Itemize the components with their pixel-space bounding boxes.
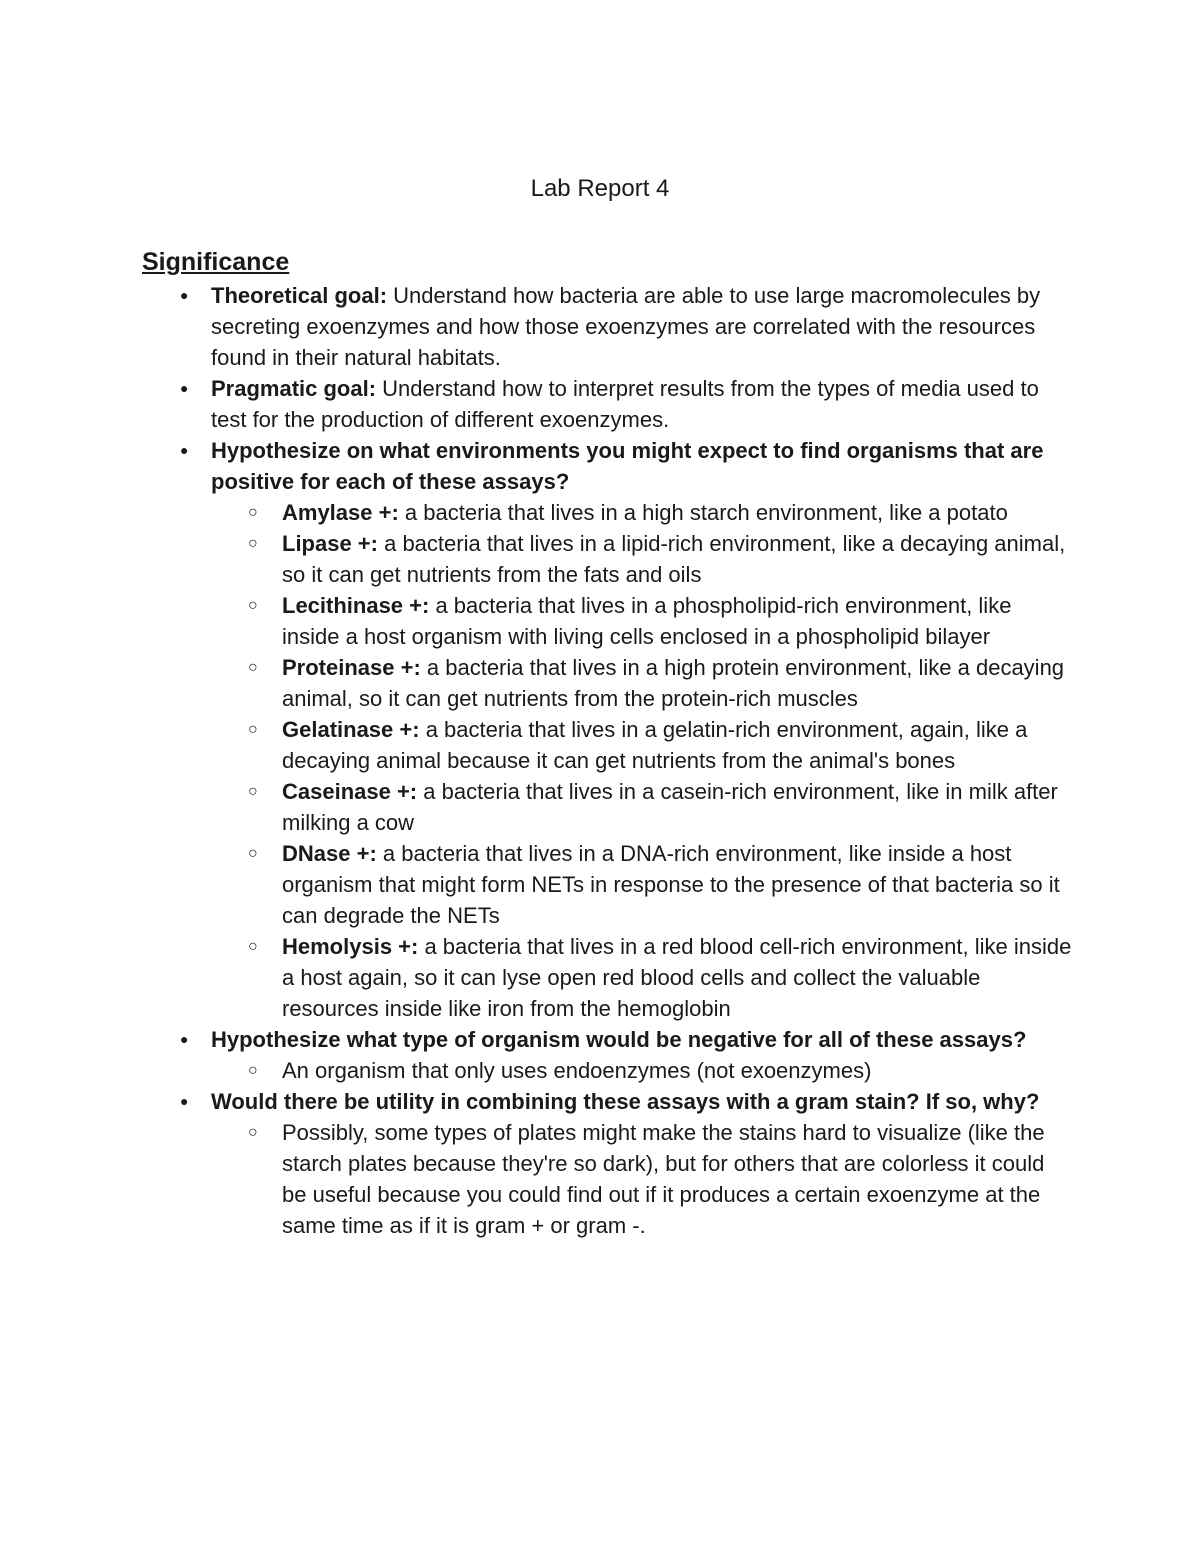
bullet-icon: ● (180, 442, 189, 458)
sub-item-caseinase (142, 776, 1072, 838)
assay-text: a bacteria that lives in a high protein environment, like a decaying animal, so it can get nutrients from the protein-rich muscles (282, 655, 1065, 711)
assay-text: a bacteria that lives in a lipid-rich environment, like a decaying animal, so it can get nutrients from the fats and oils (282, 531, 1066, 587)
assay-label: Lipase +: (282, 531, 378, 556)
list-item-hypothesize-environments (142, 435, 1072, 497)
assay-label: Amylase +: (282, 500, 399, 525)
item-label: Hypothesize on what environments you might expect to find organisms that are positive for each of these assays? (211, 438, 1044, 494)
bullet-icon: ● (180, 1031, 189, 1047)
assay-text: a bacteria that lives in a DNA-rich environment, like inside a host organism that might form NETs in response to the presence of that bacteria so it can degrade the NETs (282, 841, 1060, 928)
bullet-icon: ● (180, 287, 189, 303)
answer-text: Possibly, some types of plates might make the stains hard to visualize (like the starch plates because they're so dark), but for others that are colorless it could be useful because you could find out if it produces a certain exoenzyme at the same time as if it is gram + or gram -. (282, 1120, 1045, 1238)
sub-item-proteinase (142, 652, 1072, 714)
sub-bullet-icon: ○ (248, 659, 258, 676)
item-label: Pragmatic goal: (211, 376, 377, 401)
sub-bullet-icon: ○ (248, 845, 258, 862)
sub-item-gram-answer (142, 1117, 1072, 1241)
assay-label: Caseinase +: (282, 779, 418, 804)
assay-text: a bacteria that lives in a phospholipid-rich environment, like inside a host organism with living cells enclosed in a phospholipid bilayer (282, 593, 1012, 649)
document-body (142, 242, 1072, 1241)
list-item-pragmatic-goal (142, 373, 1072, 435)
item-text: Understand how bacteria are able to use large macromolecules by secreting exoenzymes and how those exoenzymes are correlated with the resources found in their natural habitats. (211, 283, 1041, 370)
sub-item-hemolysis (142, 931, 1072, 1024)
bullet-icon: ● (180, 380, 189, 396)
item-label: Hypothesize what type of organism would be negative for all of these assays? (211, 1027, 1027, 1052)
sub-item-lipase (142, 528, 1072, 590)
list-item-theoretical-goal (142, 280, 1072, 373)
sub-bullet-icon: ○ (248, 783, 258, 800)
assay-text: a bacteria that lives in a red blood cell-rich environment, like inside a host again, so it can lyse open red blood cells and collect the valuable resources inside like iron from the hemoglobin (282, 934, 1072, 1021)
sub-item-negative-answer (142, 1055, 1072, 1086)
sub-bullet-icon: ○ (248, 1062, 258, 1079)
assay-text: a bacteria that lives in a high starch environment, like a potato (398, 500, 1008, 525)
sub-item-amylase (142, 497, 1072, 528)
answer-text: An organism that only uses endoenzymes (not exoenzymes) (282, 1058, 872, 1083)
list-item-gram-stain (142, 1086, 1072, 1117)
assay-text: a bacteria that lives in a gelatin-rich environment, again, like a decaying animal because it can get nutrients from the animal's bones (282, 717, 1028, 773)
item-label: Theoretical goal: (211, 283, 388, 308)
list-item-negative-organism (142, 1024, 1072, 1055)
sub-bullet-icon: ○ (248, 597, 258, 614)
item-text: Understand how to interpret results from the types of media used to test for the production of different exoenzymes. (211, 376, 1039, 432)
item-label: Would there be utility in combining these assays with a gram stain? If so, why? (211, 1089, 1040, 1114)
section-heading: Significance (142, 248, 290, 276)
assay-label: DNase +: (282, 841, 377, 866)
sub-bullet-icon: ○ (248, 1124, 258, 1141)
sub-item-lecithinase (142, 590, 1072, 652)
assay-label: Lecithinase +: (282, 593, 430, 618)
bullet-icon: ● (180, 1093, 189, 1109)
assay-text: a bacteria that lives in a casein-rich environment, like in milk after milking a cow (282, 779, 1058, 835)
sub-bullet-icon: ○ (248, 721, 258, 738)
sub-item-gelatinase (142, 714, 1072, 776)
document-title: Lab Report 4 (530, 175, 670, 202)
assay-label: Proteinase +: (282, 655, 421, 680)
sub-bullet-icon: ○ (248, 938, 258, 955)
assay-label: Hemolysis +: (282, 934, 419, 959)
sub-item-dnase (142, 838, 1072, 931)
sub-bullet-icon: ○ (248, 504, 258, 521)
sub-bullet-icon: ○ (248, 535, 258, 552)
assay-label: Gelatinase +: (282, 717, 420, 742)
bullet-list (142, 280, 1072, 1241)
